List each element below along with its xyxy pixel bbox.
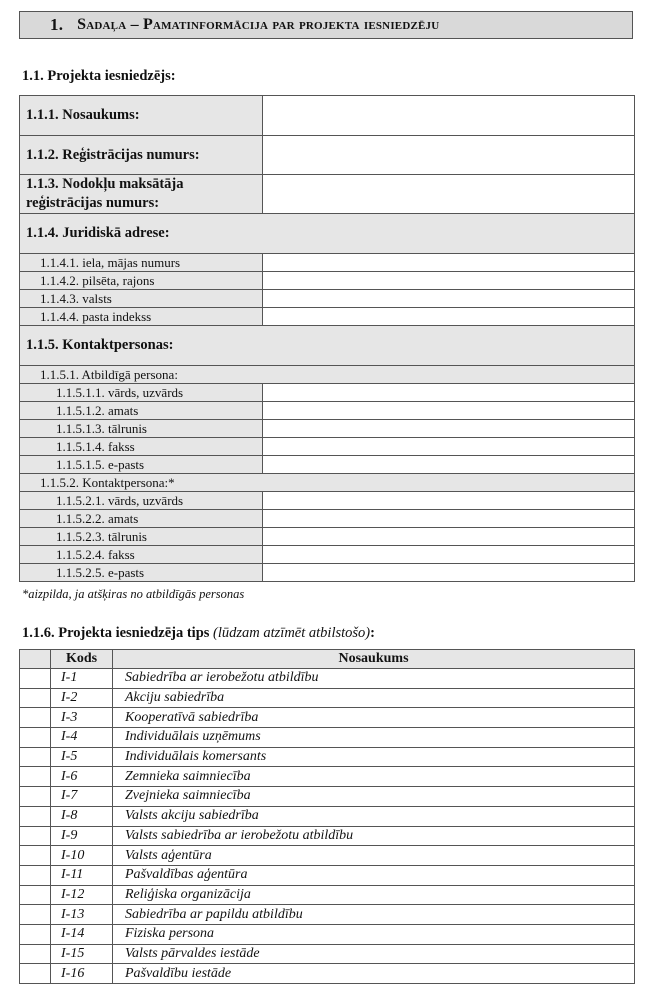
field-input-registration[interactable] xyxy=(263,136,635,175)
field-input-tax-number[interactable] xyxy=(263,175,635,214)
address-city-label: 1.1.4.2. pilsēta, rajons xyxy=(20,272,263,290)
field-label-tax-number xyxy=(20,175,263,214)
contact-name-label: 1.1.5.2.1. vārds, uzvārds xyxy=(20,492,263,510)
field-label-name: 1.1.1. Nosaukums: xyxy=(20,96,263,136)
type-row xyxy=(20,806,635,826)
field-label-address: 1.1.4. Juridiskā adrese: xyxy=(20,214,635,254)
address-country-label: 1.1.4.3. valsts xyxy=(20,290,263,308)
type-code: I-11 xyxy=(51,865,113,885)
responsible-name-input[interactable] xyxy=(263,384,635,402)
type-select-cell[interactable] xyxy=(20,826,51,846)
type-name: Pašvaldības aģentūra xyxy=(113,865,635,885)
type-row xyxy=(20,747,635,767)
type-code: I-4 xyxy=(51,728,113,748)
type-name: Valsts aģentūra xyxy=(113,846,635,866)
field-input-name[interactable] xyxy=(263,96,635,136)
address-street-input[interactable] xyxy=(263,254,635,272)
type-name: Valsts pārvaldes iestāde xyxy=(113,944,635,964)
type-select-cell[interactable] xyxy=(20,728,51,748)
responsible-fax-label: 1.1.5.1.4. fakss xyxy=(20,438,263,456)
type-name: Reliģiska organizācija xyxy=(113,885,635,905)
type-code: I-13 xyxy=(51,905,113,925)
type-select-cell[interactable] xyxy=(20,688,51,708)
address-street-label: 1.1.4.1. iela, mājas numurs xyxy=(20,254,263,272)
subsection-heading-1-1: 1.1. Projekta iesniedzējs: xyxy=(22,68,176,84)
type-row xyxy=(20,728,635,748)
type-code: I-12 xyxy=(51,885,113,905)
responsible-fax-input[interactable] xyxy=(263,438,635,456)
responsible-email-label: 1.1.5.1.5. e-pasts xyxy=(20,456,263,474)
type-row xyxy=(20,708,635,728)
type-row xyxy=(20,924,635,944)
type-code: I-3 xyxy=(51,708,113,728)
type-row xyxy=(20,688,635,708)
type-code: I-1 xyxy=(51,669,113,689)
type-select-cell[interactable] xyxy=(20,865,51,885)
type-row xyxy=(20,885,635,905)
type-code: I-10 xyxy=(51,846,113,866)
type-name: Valsts sabiedrība ar ierobežotu atbildību xyxy=(113,826,635,846)
code-column-header: Kods xyxy=(51,650,113,669)
type-select-cell[interactable] xyxy=(20,964,51,984)
type-name: Valsts akciju sabiedrība xyxy=(113,806,635,826)
type-code: I-9 xyxy=(51,826,113,846)
contact-name-input[interactable] xyxy=(263,492,635,510)
type-select-cell[interactable] xyxy=(20,806,51,826)
tax-label-line2: reģistrācijas numurs: xyxy=(26,195,160,211)
type-select-cell[interactable] xyxy=(20,747,51,767)
section-title: Sadaļa – Pamatinformācija par projekta iesniedzēju xyxy=(77,16,440,33)
applicant-type-table xyxy=(19,649,635,984)
type-name: Zvejnieka saimniecība xyxy=(113,787,635,807)
contact-email-label: 1.1.5.2.5. e-pasts xyxy=(20,564,263,582)
type-row xyxy=(20,669,635,689)
type-code: I-14 xyxy=(51,924,113,944)
address-postal-label: 1.1.4.4. pasta indekss xyxy=(20,308,263,326)
contact-phone-label: 1.1.5.2.3. tālrunis xyxy=(20,528,263,546)
type-code: I-2 xyxy=(51,688,113,708)
type-row xyxy=(20,767,635,787)
type-name: Pašvaldību iestāde xyxy=(113,964,635,984)
type-code: I-6 xyxy=(51,767,113,787)
responsible-person-label: 1.1.5.1. Atbildīgā persona: xyxy=(20,366,635,384)
type-code: I-5 xyxy=(51,747,113,767)
type-code: I-15 xyxy=(51,944,113,964)
type-name: Sabiedrība ar papildu atbildību xyxy=(113,905,635,925)
type-select-cell[interactable] xyxy=(20,846,51,866)
type-select-cell[interactable] xyxy=(20,787,51,807)
responsible-position-label: 1.1.5.1.2. amats xyxy=(20,402,263,420)
responsible-phone-label: 1.1.5.1.3. tālrunis xyxy=(20,420,263,438)
types-heading-colon: : xyxy=(370,625,375,641)
contact-fax-input[interactable] xyxy=(263,546,635,564)
contact-position-label: 1.1.5.2.2. amats xyxy=(20,510,263,528)
type-row xyxy=(20,787,635,807)
responsible-name-label: 1.1.5.1.1. vārds, uzvārds xyxy=(20,384,263,402)
type-name: Individuālais komersants xyxy=(113,747,635,767)
type-select-cell[interactable] xyxy=(20,885,51,905)
address-country-input[interactable] xyxy=(263,290,635,308)
type-name: Individuālais uzņēmums xyxy=(113,728,635,748)
field-label-contacts: 1.1.5. Kontaktpersonas: xyxy=(20,326,635,366)
responsible-email-input[interactable] xyxy=(263,456,635,474)
type-name: Zemnieka saimniecība xyxy=(113,767,635,787)
section-header xyxy=(19,11,633,39)
type-name: Kooperatīvā sabiedrība xyxy=(113,708,635,728)
type-code: I-8 xyxy=(51,806,113,826)
type-name: Sabiedrība ar ierobežotu atbildību xyxy=(113,669,635,689)
contact-fax-label: 1.1.5.2.4. fakss xyxy=(20,546,263,564)
type-name: Fiziska persona xyxy=(113,924,635,944)
select-column-header xyxy=(20,650,51,669)
types-heading-italic: (lūdzam atzīmēt atbilstošo) xyxy=(213,625,371,641)
type-row xyxy=(20,865,635,885)
type-name: Akciju sabiedrība xyxy=(113,688,635,708)
types-heading-bold: 1.1.6. Projekta iesniedzēja tips xyxy=(22,625,210,641)
type-row xyxy=(20,826,635,846)
type-select-cell[interactable] xyxy=(20,767,51,787)
contact-phone-input[interactable] xyxy=(263,528,635,546)
subsection-heading-1-1-6 xyxy=(22,625,375,642)
contact-person-label: 1.1.5.2. Kontaktpersona:* xyxy=(20,474,635,492)
type-select-cell[interactable] xyxy=(20,708,51,728)
name-column-header: Nosaukums xyxy=(113,650,635,669)
applicant-form-table xyxy=(19,95,635,582)
contact-position-input[interactable] xyxy=(263,510,635,528)
section-number: 1. xyxy=(50,15,64,34)
type-select-cell[interactable] xyxy=(20,669,51,689)
responsible-phone-input[interactable] xyxy=(263,420,635,438)
tax-label-line1: 1.1.3. Nodokļu maksātāja xyxy=(26,176,184,192)
type-select-cell[interactable] xyxy=(20,944,51,964)
type-row xyxy=(20,905,635,925)
type-row xyxy=(20,846,635,866)
address-city-input[interactable] xyxy=(263,272,635,290)
contact-email-input[interactable] xyxy=(263,564,635,582)
type-select-cell[interactable] xyxy=(20,924,51,944)
type-code: I-16 xyxy=(51,964,113,984)
type-row xyxy=(20,964,635,984)
type-code: I-7 xyxy=(51,787,113,807)
address-postal-input[interactable] xyxy=(263,308,635,326)
footnote: *aizpilda, ja atšķiras no atbildīgās personas xyxy=(22,587,245,601)
type-row xyxy=(20,944,635,964)
responsible-position-input[interactable] xyxy=(263,402,635,420)
field-label-registration: 1.1.2. Reģistrācijas numurs: xyxy=(20,136,263,175)
type-select-cell[interactable] xyxy=(20,905,51,925)
